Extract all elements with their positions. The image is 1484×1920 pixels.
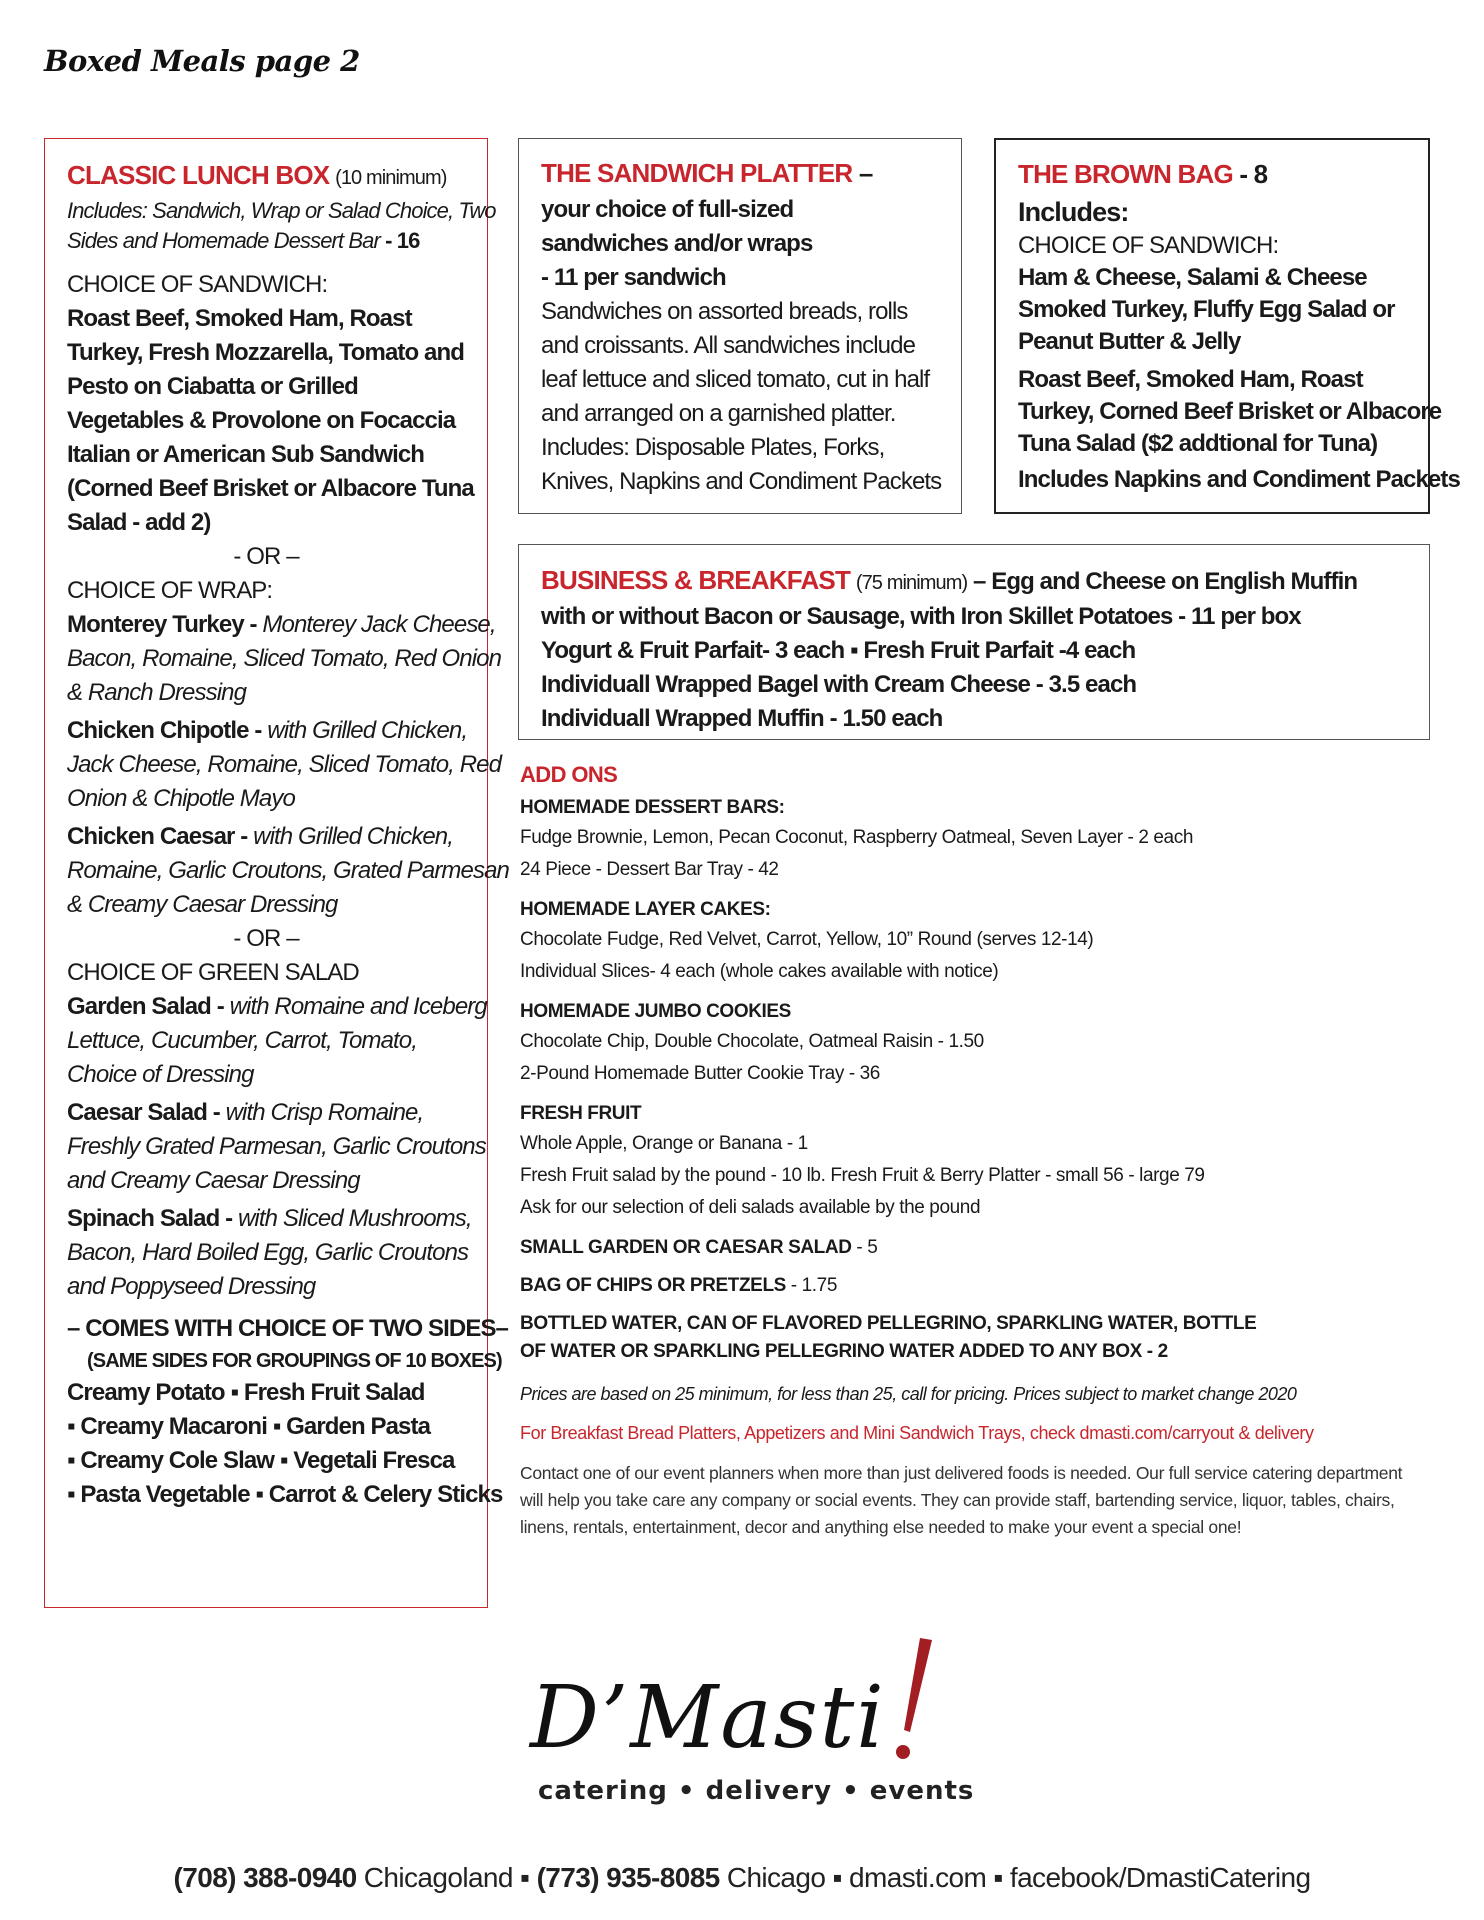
platter-subtitle: your choice of full-sized bbox=[541, 196, 794, 223]
wrap-desc: Jack Cheese, Romaine, Sliced Tomato, Red bbox=[67, 751, 502, 778]
platter-dash: – bbox=[852, 158, 873, 188]
sandwich-line: Vegetables & Provolone on Focaccia bbox=[67, 407, 456, 434]
sides-heading: – COMES WITH CHOICE OF TWO SIDES– bbox=[67, 1315, 508, 1342]
area-label: Chicagoland bbox=[356, 1862, 521, 1893]
phone-chicago[interactable]: (773) 935-8085 bbox=[536, 1862, 720, 1893]
website-link[interactable]: dmasti.com bbox=[849, 1862, 987, 1893]
logo-tagline: catering • delivery • events bbox=[538, 1776, 975, 1806]
exclamation-icon bbox=[890, 1636, 934, 1766]
chips-addon-price: - 1.75 bbox=[785, 1275, 837, 1296]
wrap-heading: CHOICE OF WRAP: bbox=[67, 577, 273, 604]
brownbag-line: Tuna Salad ($2 addtional for Tuna) bbox=[1018, 430, 1378, 457]
business-line: Individuall Wrapped Muffin - 1.50 each bbox=[541, 705, 943, 732]
wrap-name: Chicken Caesar bbox=[67, 823, 235, 850]
wrap-name: Monterey Turkey bbox=[67, 611, 244, 638]
platter-body: Includes: Disposable Plates, Forks, bbox=[541, 434, 885, 461]
salad-desc: Lettuce, Cucumber, Carrot, Tomato, bbox=[67, 1027, 418, 1054]
salad-desc: Bacon, Hard Boiled Egg, Garlic Croutons bbox=[67, 1239, 469, 1266]
classic-lunch-box: CLASSIC LUNCH BOX (10 minimum) Includes: Sandwich, Wrap or Salad Choice, Two Sides and Homemade Dessert Bar - 16 CHOICE OF SANDWICH: Roast Beef, Smoked Ham, Roast Turkey, Fresh Mozzarella, Tomato and Pesto on Ciabatta or Grilled Vegetables & Provolone on Focaccia Italian or American Sub Sandwich (Corned Beef Brisket or Albacore Tuna Salad - add 2) - OR – CHOICE OF WRAP: Monterey Turkey - Monterey Jack Cheese, Bacon, Romaine, Sliced Tomato, Red Onion & Ranch Dressing Chicken Chipotle - with Grilled Chicken, Jack Cheese, Romaine, Sliced Tomato, Red Onion & Chipotle Mayo Chicken Caesar - with Grilled Chicken, Romaine, Garlic Croutons, Grated Parmesan & Creamy Caesar Dressing - OR – CHOICE OF GREEN SALAD Garden Salad - with Romaine and Iceberg Lettuce, Cucumber, Carrot, Tomato, Choice of Dressing Caesar Salad - with Crisp Romaine, Freshly Grated Parmesan, Garlic Croutons and Creamy Caesar Dressing Spinach Salad - with Sliced Mushrooms, Bacon, Hard Boiled Egg, Garlic Croutons and Poppyseed Dressing – COMES WITH CHOICE OF TWO SIDES– (SAME SIDES FOR GROUPINGS OF 10 BOXES) Creamy Potato ▪ Fresh Fruit Salad ▪ Creamy Macaroni ▪ Garden Pasta ▪ Creamy Cole Slaw ▪ Vegetali Fresca ▪ Pasta Vegetable ▪ Carrot & Celery Sticks bbox=[44, 138, 488, 1608]
chips-addon: BAG OF CHIPS OR PRETZELS bbox=[520, 1275, 786, 1296]
addon-line: Fudge Brownie, Lemon, Pecan Coconut, Raspberry Oatmeal, Seven Layer - 2 each bbox=[520, 827, 1193, 848]
sandwich-line: Roast Beef, Smoked Ham, Roast bbox=[67, 305, 412, 332]
salad-name: Spinach Salad bbox=[67, 1205, 220, 1232]
business-breakfast-box bbox=[518, 544, 1430, 740]
platter-body: leaf lettuce and sliced tomato, cut in half bbox=[541, 366, 930, 393]
business-line: with or without Bacon or Sausage, with Iron Skillet Potatoes - 11 per box bbox=[541, 603, 1301, 630]
salad-addon-price: - 5 bbox=[851, 1237, 878, 1258]
sides-line: ▪ Creamy Macaroni ▪ Garden Pasta bbox=[67, 1413, 431, 1440]
separator: ▪ bbox=[520, 1862, 537, 1893]
brownbag-line: Ham & Cheese, Salami & Cheese bbox=[1018, 264, 1367, 291]
salad-desc: Freshly Grated Parmesan, Garlic Croutons bbox=[67, 1133, 486, 1160]
sides-line: Creamy Potato ▪ Fresh Fruit Salad bbox=[67, 1379, 425, 1406]
brownbag-line: Roast Beef, Smoked Ham, Roast bbox=[1018, 366, 1363, 393]
wrap-desc: Bacon, Romaine, Sliced Tomato, Red Onion bbox=[67, 645, 502, 672]
brown-bag-box bbox=[994, 138, 1460, 514]
separator: ▪ bbox=[986, 1862, 1010, 1893]
brownbag-title: THE BROWN BAG bbox=[1018, 159, 1233, 189]
brownbag-price: - 8 bbox=[1232, 159, 1268, 189]
addon-line: Individual Slices- 4 each (whole cakes available with notice) bbox=[520, 961, 999, 982]
brownbag-sandwich-heading: CHOICE OF SANDWICH: bbox=[1018, 232, 1279, 259]
brownbag-footer: Includes Napkins and Condiment Packets bbox=[1018, 466, 1460, 493]
wrap-desc: Romaine, Garlic Croutons, Grated Parmesan bbox=[67, 857, 509, 884]
addon-line: Chocolate Chip, Double Chocolate, Oatmeal Raisin - 1.50 bbox=[520, 1031, 984, 1052]
classic-includes-1: Includes: Sandwich, Wrap or Salad Choice, Two bbox=[67, 198, 496, 223]
or-divider: - OR – bbox=[233, 543, 299, 570]
business-title: BUSINESS & BREAKFAST bbox=[541, 565, 851, 595]
wrap-desc: Onion & Chipotle Mayo bbox=[67, 785, 295, 812]
platter-subtitle: sandwiches and/or wraps bbox=[541, 230, 813, 257]
fruit-heading: FRESH FRUIT bbox=[520, 1103, 642, 1124]
salad-name: Caesar Salad bbox=[67, 1099, 207, 1126]
sides-line: ▪ Pasta Vegetable ▪ Carrot & Celery Sticks bbox=[67, 1481, 503, 1508]
cakes-heading: HOMEMADE LAYER CAKES: bbox=[520, 899, 771, 920]
business-minimum: (75 minimum) bbox=[855, 572, 968, 594]
contact-paragraph: Contact one of our event planners when more than just delivered foods is needed. Our full service catering department will help you take care any company or social events. They can provide staff, bartending service, liquor, tables, chairs, linens, rentals, entertainment, decor and anything else needed to make your event a special one! bbox=[520, 1463, 1403, 1537]
separator: ▪ bbox=[825, 1862, 850, 1893]
sides-line: ▪ Creamy Cole Slaw ▪ Vegetali Fresca bbox=[67, 1447, 455, 1474]
salad-heading: CHOICE OF GREEN SALAD bbox=[67, 959, 359, 986]
addon-line: Chocolate Fudge, Red Velvet, Carrot, Yellow, 10” Round (serves 12-14) bbox=[520, 929, 1094, 950]
salad-desc: with Sliced Mushrooms, bbox=[238, 1205, 472, 1232]
classic-price: - 16 bbox=[385, 228, 420, 253]
addon-line: Fresh Fruit salad by the pound - 10 lb. Fresh Fruit & Berry Platter - small 56 - large 79 bbox=[520, 1165, 1205, 1186]
classic-title: CLASSIC LUNCH BOX bbox=[67, 160, 330, 190]
facebook-link[interactable]: facebook/DmastiCatering bbox=[1009, 1862, 1311, 1893]
salad-addon: SMALL GARDEN OR CAESAR SALAD bbox=[520, 1237, 852, 1258]
wrap-desc: & Creamy Caesar Dressing bbox=[67, 891, 338, 918]
page-title: Boxed Meals page 2 bbox=[44, 44, 360, 78]
wrap-desc: & Ranch Dressing bbox=[67, 679, 247, 706]
add-ons-section bbox=[520, 762, 1420, 1541]
salad-desc: with Romaine and Iceberg bbox=[229, 993, 487, 1020]
carryout-link[interactable]: For Breakfast Bread Platters, Appetizers and Mini Sandwich Trays, check dmasti.com/carryout & delivery bbox=[520, 1423, 1314, 1443]
classic-includes-2: Sides and Homemade Dessert Bar bbox=[67, 228, 380, 253]
wrap-desc: with Grilled Chicken, bbox=[253, 823, 453, 850]
sides-note: (SAME SIDES FOR GROUPINGS OF 10 BOXES) bbox=[87, 1350, 502, 1372]
platter-body: Sandwiches on assorted breads, rolls bbox=[541, 298, 908, 325]
sandwich-line: (Corned Beef Brisket or Albacore Tuna bbox=[67, 475, 474, 502]
business-line: Yogurt & Fruit Parfait- 3 each ▪ Fresh Fruit Parfait -4 each bbox=[541, 637, 1136, 664]
brownbag-includes: Includes: bbox=[1018, 197, 1129, 227]
sandwich-heading: CHOICE OF SANDWICH: bbox=[67, 271, 328, 298]
dmasti-logo bbox=[520, 1628, 975, 1828]
salad-desc: with Crisp Romaine, bbox=[225, 1099, 424, 1126]
sandwich-platter-box bbox=[518, 138, 962, 514]
dessert-heading: HOMEMADE DESSERT BARS: bbox=[520, 797, 785, 818]
classic-minimum: (10 minimum) bbox=[335, 167, 447, 189]
addons-title: ADD ONS bbox=[520, 762, 618, 787]
business-line: – Egg and Cheese on English Muffin bbox=[967, 568, 1358, 595]
sandwich-line: Turkey, Fresh Mozzarella, Tomato and bbox=[67, 339, 465, 366]
platter-body: and arranged on a garnished platter. bbox=[541, 400, 896, 427]
salad-desc: and Creamy Caesar Dressing bbox=[67, 1167, 360, 1194]
sandwich-line: Pesto on Ciabatta or Grilled bbox=[67, 373, 358, 400]
area-label: Chicago bbox=[719, 1862, 826, 1893]
salad-desc: Choice of Dressing bbox=[67, 1061, 254, 1088]
logo-wordmark: D’Masti bbox=[530, 1668, 886, 1768]
sandwich-line: Salad - add 2) bbox=[67, 509, 211, 536]
platter-title: THE SANDWICH PLATTER bbox=[541, 158, 853, 188]
salad-desc: and Poppyseed Dressing bbox=[67, 1273, 316, 1300]
brownbag-line: Peanut Butter & Jelly bbox=[1018, 328, 1241, 355]
addon-line: 24 Piece - Dessert Bar Tray - 42 bbox=[520, 859, 779, 880]
contact-footer bbox=[0, 1862, 1484, 1894]
wrap-desc: Monterey Jack Cheese, bbox=[262, 611, 496, 638]
salad-name: Garden Salad bbox=[67, 993, 211, 1020]
platter-body: and croissants. All sandwiches include bbox=[541, 332, 916, 359]
brownbag-line: Turkey, Corned Beef Brisket or Albacore bbox=[1018, 398, 1442, 425]
addon-line: Whole Apple, Orange or Banana - 1 bbox=[520, 1133, 808, 1154]
pricing-note: Prices are based on 25 minimum, for less than 25, call for pricing. Prices subject to market change 2020 bbox=[520, 1384, 1297, 1404]
water-addon: BOTTLED WATER, CAN OF FLAVORED PELLEGRINO, SPARKLING WATER, BOTTLE bbox=[520, 1313, 1257, 1334]
phone-chicagoland[interactable]: (708) 388-0940 bbox=[173, 1862, 357, 1893]
cookies-heading: HOMEMADE JUMBO COOKIES bbox=[520, 1001, 791, 1022]
platter-body: Knives, Napkins and Condiment Packets bbox=[541, 468, 942, 495]
wrap-name: Chicken Chipotle bbox=[67, 717, 249, 744]
sandwich-line: Italian or American Sub Sandwich bbox=[67, 441, 425, 468]
addon-line: Ask for our selection of deli salads available by the pound bbox=[520, 1197, 981, 1218]
wrap-desc: with Grilled Chicken, bbox=[267, 717, 468, 744]
water-addon: OF WATER OR SPARKLING PELLEGRINO WATER ADDED TO ANY BOX - 2 bbox=[520, 1341, 1168, 1362]
addon-line: 2-Pound Homemade Butter Cookie Tray - 36 bbox=[520, 1063, 880, 1084]
business-line: Individuall Wrapped Bagel with Cream Cheese - 3.5 each bbox=[541, 671, 1137, 698]
brownbag-line: Smoked Turkey, Fluffy Egg Salad or bbox=[1018, 296, 1395, 323]
platter-price: - 11 per sandwich bbox=[541, 264, 726, 291]
or-divider: - OR – bbox=[233, 925, 299, 952]
